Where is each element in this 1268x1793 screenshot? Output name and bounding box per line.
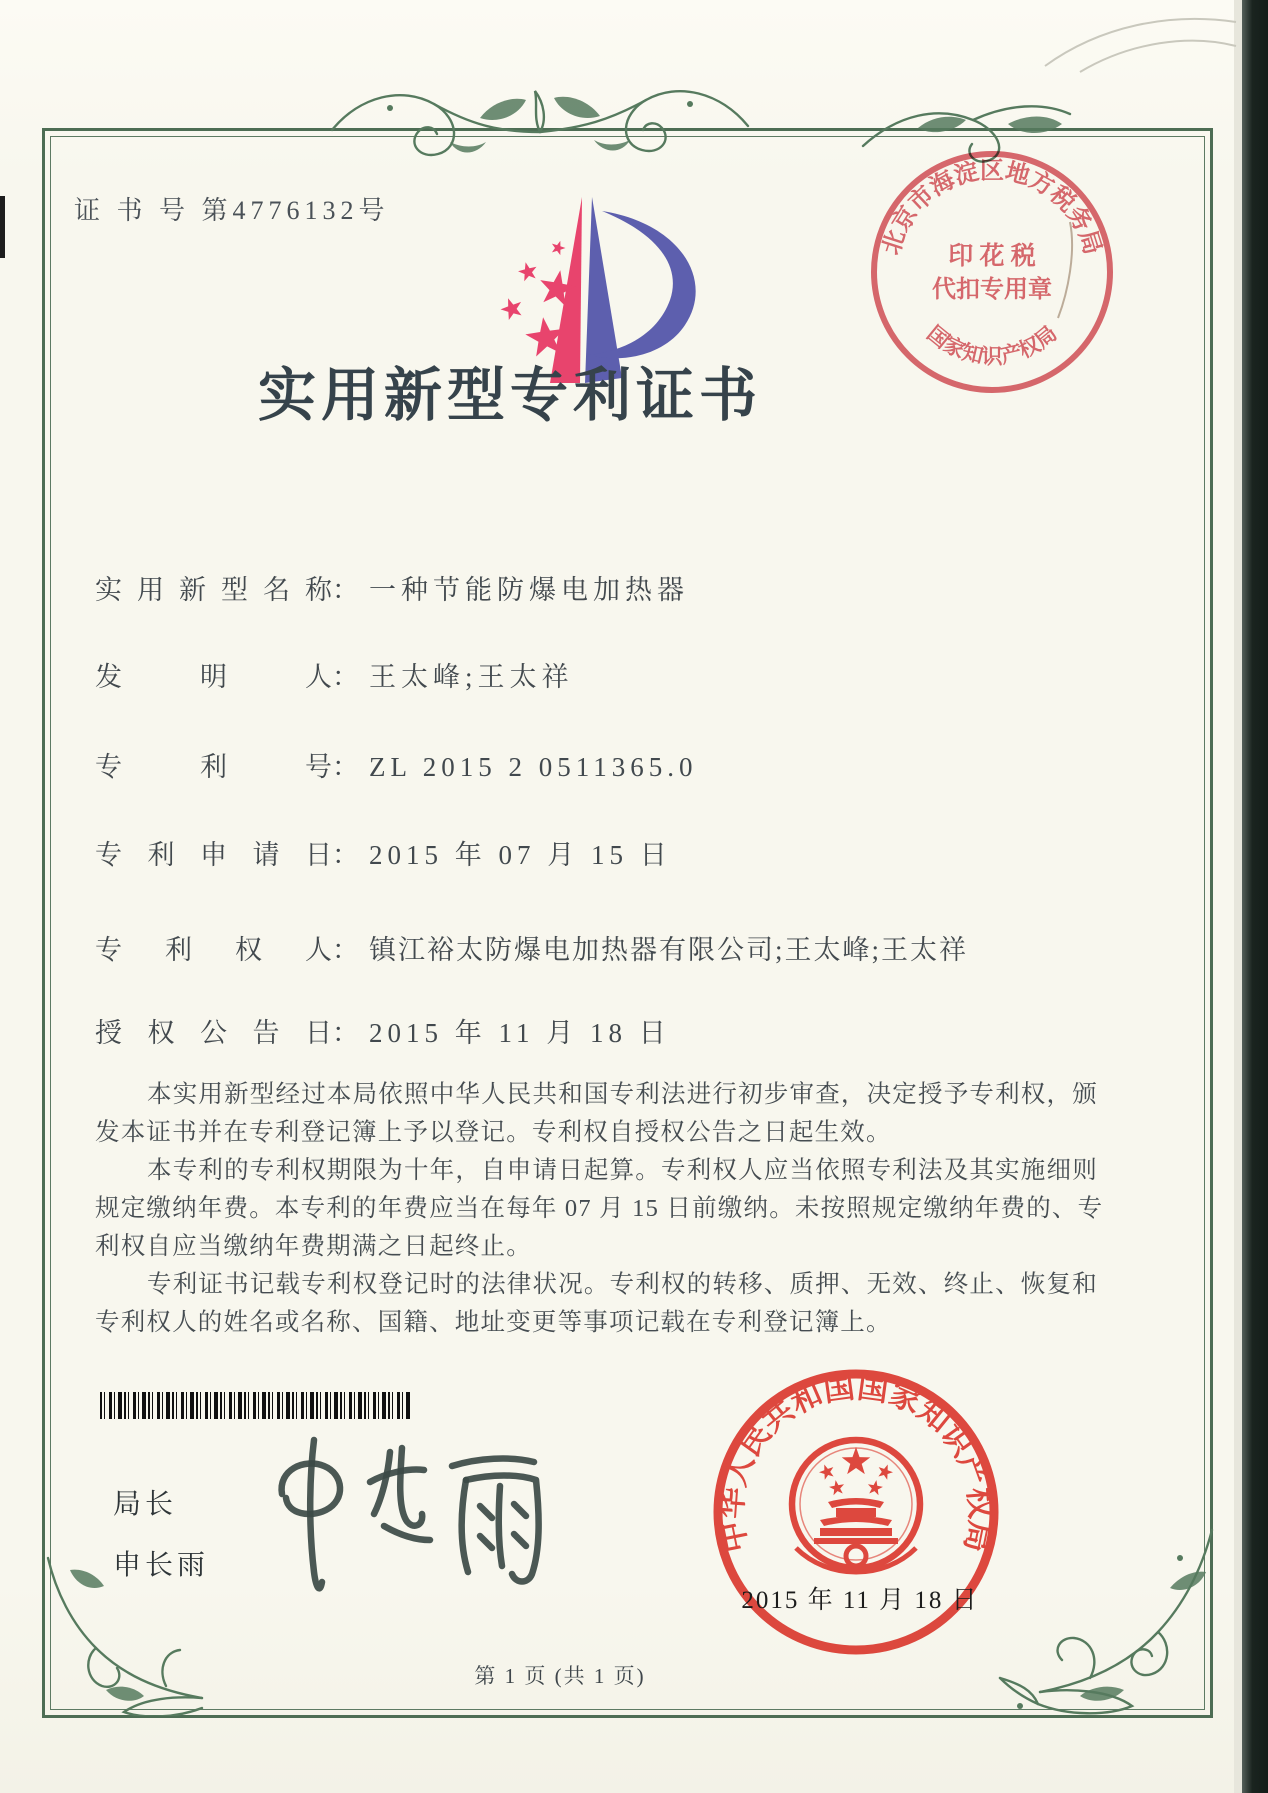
field-colon: ： [332, 840, 359, 870]
officer-signature [252, 1422, 562, 1612]
national-emblem [792, 1440, 920, 1572]
field-value: 2015 年 11 月 18 日 [369, 1018, 671, 1048]
body-line: 本实用新型经过本局依照中华人民共和国专利法进行初步审查，决定授予专利权，颁 [147, 1081, 1098, 1108]
field-colon: ： [332, 752, 359, 782]
certificate-title: 实用新型专利证书 [257, 363, 762, 428]
seal-date: 2015 年 11 月 18 日 [741, 1587, 979, 1614]
field-colon: ： [332, 575, 359, 605]
book-edge-strip [1242, 0, 1268, 1793]
field-patent-number [95, 745, 955, 784]
field-label: 专利申请日 [95, 840, 332, 870]
body-line: 发本证书并在专利登记簿上予以登记。专利权自授权公告之日起生效。 [95, 1119, 892, 1146]
border-flourish-bottom-right [980, 1528, 1215, 1718]
field-value: 镇江裕太防爆电加热器有限公司;王太峰;王太祥 [369, 935, 969, 965]
field-colon: ： [332, 1018, 359, 1048]
field-label: 授权公告日 [95, 1018, 332, 1048]
sipo-official-seal [700, 1356, 1012, 1668]
page-curl-lines [1040, 4, 1240, 76]
seal-ring-text: 中华人民共和国国家知识产权局 [713, 1369, 999, 1556]
body-line: 规定缴纳年费。本专利的年费应当在每年 07 月 15 日前缴纳。未按照规定缴纳年费的、专 [95, 1195, 1104, 1222]
field-label: 专利权人 [95, 935, 332, 965]
tax-stamp-arc-top-text: 北京市海淀区地方税务局 [878, 158, 1106, 258]
body-line: 专利证书记载专利权登记时的法律状况。专利权的转移、质押、无效、终止、恢复和 [147, 1271, 1098, 1298]
body-line: 利权自应当缴纳年费期满之日起终止。 [95, 1233, 532, 1260]
field-inventor [95, 655, 955, 694]
tax-stamp-seal [862, 142, 1122, 402]
field-colon: ： [332, 935, 359, 965]
field-patentee [95, 928, 969, 967]
field-value: ZL 2015 2 0511365.0 [369, 752, 698, 782]
scan-page-gap [1234, 0, 1242, 1793]
field-colon: ： [332, 662, 359, 692]
field-utility-model-name [95, 568, 955, 607]
field-grant-date [95, 1011, 955, 1050]
barcode [100, 1392, 412, 1419]
field-filing-date [95, 833, 955, 872]
body-line: 本专利的专利权期限为十年，自申请日起算。专利权人应当依照专利法及其实施细则 [147, 1157, 1098, 1184]
tax-stamp-center-line1: 印 花 税 [948, 243, 1036, 270]
pen-mark [1058, 222, 1072, 318]
border-flourish-top [330, 78, 750, 190]
page-number-footer: 第 1 页 (共 1 页) [474, 1664, 646, 1688]
certificate-number: 证 书 号 第4776132号 [74, 196, 390, 225]
field-value: 一种节能防爆电加热器 [369, 575, 689, 605]
field-label: 实用新型名称 [95, 575, 332, 605]
scan-edge-mark [0, 196, 5, 258]
field-label: 专利号 [95, 752, 332, 782]
svg-text:国家知识产权局 [922, 321, 1061, 368]
body-line: 专利权人的姓名或名称、国籍、地址变更等事项记载在专利登记簿上。 [95, 1309, 892, 1336]
legal-body-text [95, 1076, 1104, 1342]
field-value: 王太峰;王太祥 [369, 662, 574, 692]
officer-title: 局长 [113, 1488, 178, 1519]
tax-stamp-arc-bottom-text: 国家知识产权局 [922, 321, 1062, 369]
officer-name: 申长雨 [113, 1549, 210, 1580]
field-label: 发明人 [95, 662, 332, 692]
field-value: 2015 年 07 月 15 日 [369, 840, 672, 870]
tax-stamp-center-line2: 代扣专用章 [932, 277, 1052, 303]
